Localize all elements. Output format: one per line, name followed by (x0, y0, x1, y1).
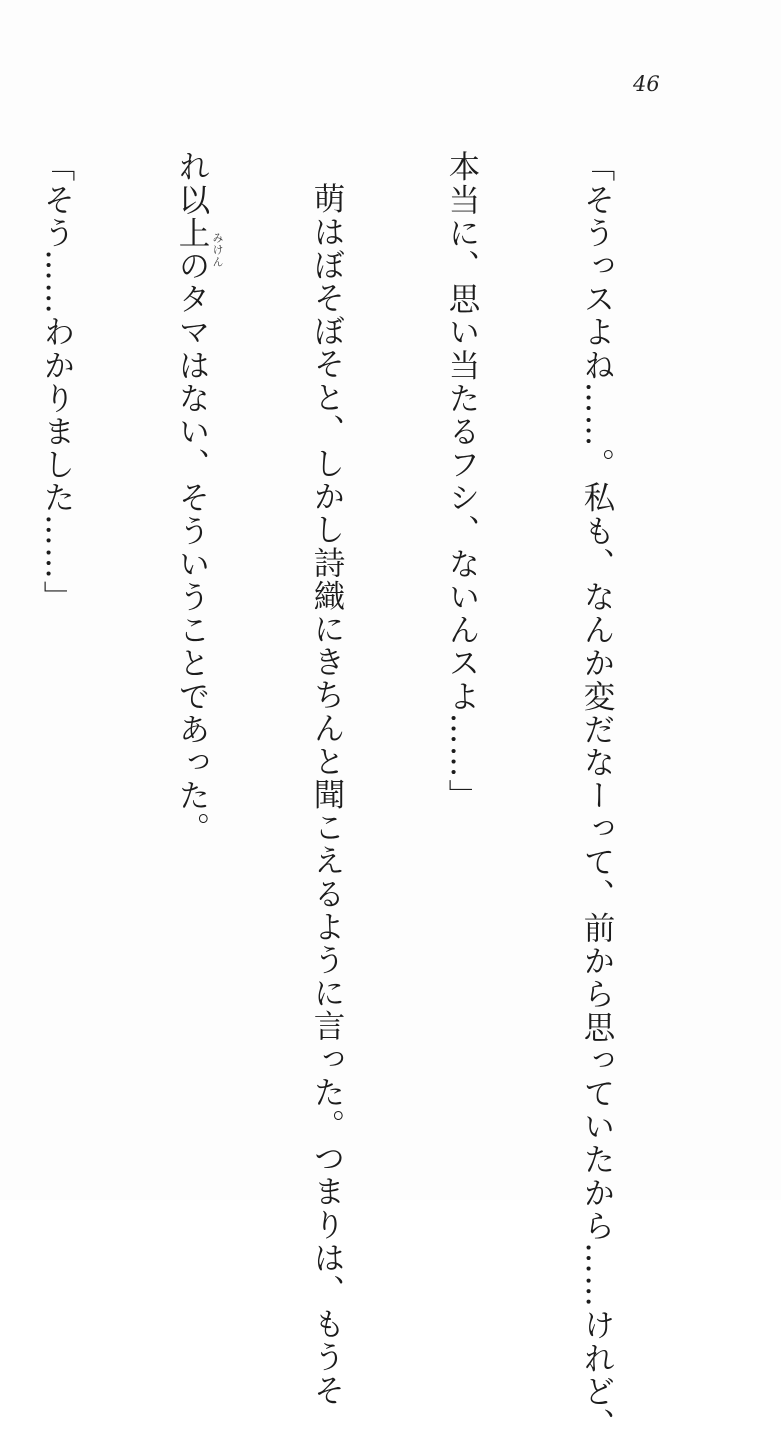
text-line: 「そうっスよね……。私も、なんか変だなーって、前から思っていたから……けれど、 (579, 150, 615, 1441)
furigana-kenmin: みけん (211, 232, 224, 268)
vertical-text-body (0, 150, 709, 1441)
page-number: 46 (633, 72, 660, 96)
text-line: 萌はぼそぼそと、しかし詩織にきちんと聞こえるように言った。つまりは、もうそ (309, 182, 345, 1407)
text-line: れ以上のタマはない、そういうことであった。 (174, 150, 210, 846)
text-line: 「そう……わかりました……」 (39, 150, 75, 614)
text-line: 本当に、思い当たるフシ、ないんスよ……」 (444, 150, 480, 812)
